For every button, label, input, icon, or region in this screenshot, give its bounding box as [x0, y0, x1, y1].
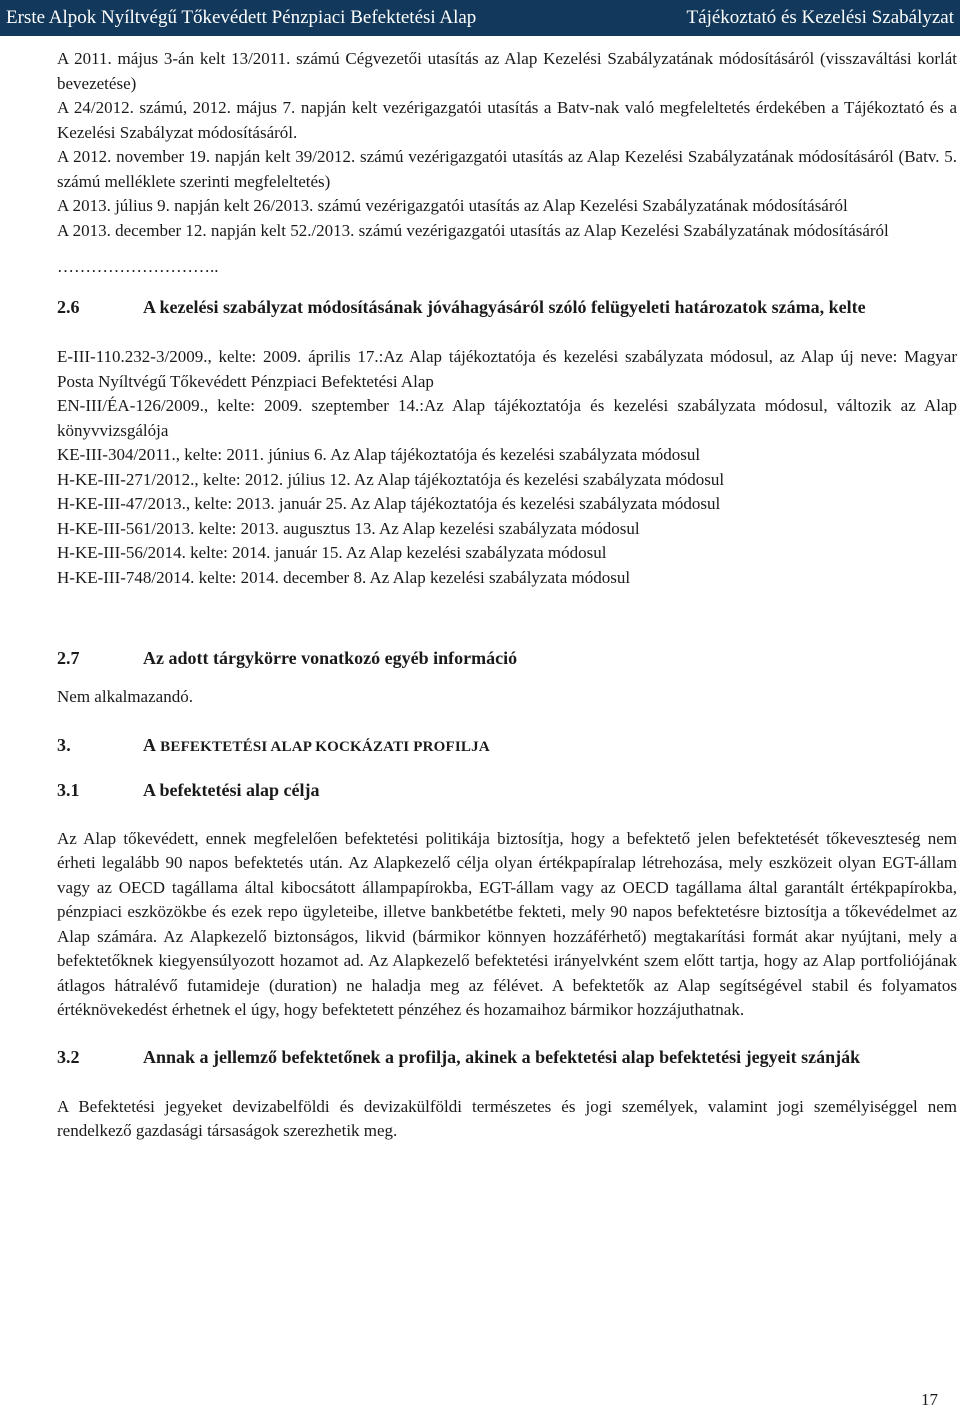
resolution-line-3: H-KE-III-47/2013., kelte: 2013. január 25. Az Alap tájékoztatója és kezelési szabályzata módosul: [57, 494, 721, 513]
page-number: 17: [921, 1390, 938, 1409]
history-item-3: A 2012. november 19. napján kelt 39/2012. számú vezérigazgatói utasítás az Alap Kezelési Szabályzatának módosításáról (Batv. 5. számú melléklete szerinti megfeleltetés): [57, 147, 957, 191]
section-2-7-heading: [57, 646, 957, 671]
resolution-line-4: H-KE-III-561/2013. kelte: 2013. augusztus 13. Az Alap kezelési szabályzata módosul: [57, 518, 640, 538]
section-3-2-body: A Befektetési jegyeket devizabelföldi és devizakülföldi természetes és jogi személyek, valamint jogi személyiséggel nem rendelkező gazdasági társaságok szerezhetik meg.: [57, 1096, 957, 1140]
section-3-1-body: Az Alap tőkevédett, ennek megfelelően befektetési politikája biztosítja, hogy a befektető jelen befektetését tőkeveszteség nem érheti legalább 90 napos befektetés után. Az Alapkezelő célja olyan értékpapíralap létrehozása, mely eszközeit olyan EGT-állam vagy az OECD tagállama által kibocsátott állampapírokba, EGT-állam vagy az OECD tagállama által garantált értékpapírokba, pénzpiaci eszközökbe és ezek repo ügyleteibe, illetve bankbetétbe fekteti, mely 90 napos befektetésre biztosítja a tőkevédelmet az Alap számára. Az Alapkezelő biztonságos, likvid (bármikor könnyen hozzáférhető) megtakarítási formát akar nyújtani, mely a befektetőknek kiegyensúlyozott hozamot ad. Az Alapkezelő befektetési irányelvként szem előtt tartja, hogy az Alap portfoliójának átlagos hátralévő futamideje (duration) ne haladja meg az félévet. A befektetők az Alap segítségével stabil és folyamatos értéknövekedést érhetnek el úgy, hogy befektetett pénzéhez és hozamaihoz bármikor hozzájuthatnak.: [57, 828, 957, 1019]
running-header: [0, 0, 960, 36]
section-3-1-heading: [57, 778, 957, 803]
resolution-line-2: H-KE-III-271/2012., kelte: 2012. július 12. Az Alap tájékoztatója és kezelési szabályzata módosul: [57, 469, 725, 489]
resolution-line-1: KE-III-304/2011., kelte: 2011. június 6. Az Alap tájékoztatója és kezelési szabályzata módosul: [57, 445, 701, 464]
history-item-4: A 2013. július 9. napján kelt 26/2013. számú vezérigazgatói utasítás az Alap Kezelési Szabályzatának módosításáról: [57, 196, 848, 215]
section-3-heading: [57, 733, 957, 760]
section-number: 3.: [57, 734, 71, 755]
resolution-line-5: H-KE-III-56/2014. kelte: 2014. január 15. Az Alap kezelési szabályzata módosul: [57, 543, 607, 562]
resolution-paragraph-2: EN-III/ÉA-126/2009., kelte: 2009. szeptember 14.:Az Alap tájékoztatója és kezelési szabályzata módosul, változik az Alap könyvvizsgálója: [57, 396, 957, 440]
history-item-2: A 24/2012. számú, 2012. május 7. napján kelt vezérigazgatói utasítás a Batv-nak való megfeleltetés érdekében a Tájékoztató és a Kezelési Szabályzat módosításáról.: [57, 98, 957, 142]
section-title: A befektetési alap célja: [143, 779, 320, 800]
section-title: Annak a jellemző befektetőnek a profilja, akinek a befektetési alap befektetési jegyeit szánják: [143, 1046, 861, 1067]
section-number: 2.6: [57, 297, 80, 317]
section-title-smallcaps: BEFEKTETÉSI ALAP KOCKÁZATI PROFILJA: [160, 738, 490, 755]
section-title: A kezelési szabályzat módosításának jóváhagyásáról szóló felügyeleti határozatok száma, kelte: [143, 297, 866, 317]
section-3-2-heading: [57, 1045, 957, 1070]
header-fund-name: Erste Alpok Nyíltvégű Tőkevédett Pénzpiaci Befektetési Alap: [6, 7, 477, 28]
section-2-7-body: Nem alkalmazandó.: [57, 687, 193, 706]
section-number: 3.2: [57, 1046, 80, 1067]
header-document-title: Tájékoztató és Kezelési Szabályzat: [686, 7, 954, 28]
section-2-6-heading: [57, 295, 957, 320]
resolution-line-6: H-KE-III-748/2014. kelte: 2014. december 8. Az Alap kezelési szabályzata módosul: [57, 567, 631, 587]
section-title: Az adott tárgykörre vonatkozó egyéb információ: [143, 648, 518, 668]
page-content: [57, 40, 957, 1144]
history-item-5: A 2013. december 12. napján kelt 52./2013. számú vezérigazgatói utasítás az Alap Kezelési Szabályzatának módosításáról: [57, 220, 889, 240]
section-title-initial: A: [143, 734, 157, 755]
resolution-paragraph-1: E-III-110.232-3/2009., kelte: 2009. április 17.:Az Alap tájékoztatója és kezelési szabályzata módosul, az Alap új neve: Magyar Posta Nyíltvégű Tőkevédett Pénzpiaci Befektetési Alap: [57, 347, 957, 391]
section-number: 3.1: [57, 779, 80, 800]
history-item-1: A 2011. május 3-án kelt 13/2011. számú Cégvezetői utasítás az Alap Kezelési Szabályzatának módosításáról (visszaváltási korlát bevezetése): [57, 49, 957, 93]
section-number: 2.7: [57, 648, 80, 668]
ellipsis-line: ………………………..: [57, 257, 219, 276]
